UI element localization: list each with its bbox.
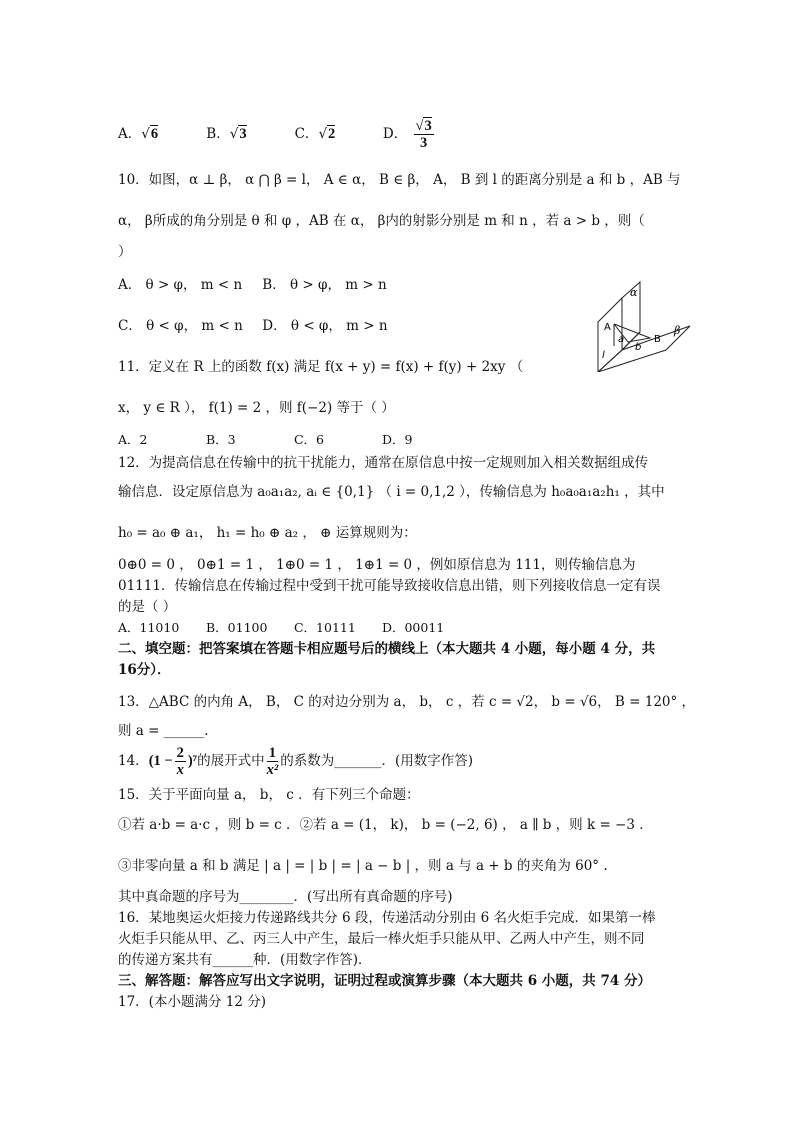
- q14-line: [118, 744, 473, 778]
- figure-label-l: l: [602, 350, 605, 361]
- q15-line-4: 其中真命题的序号为________．(写出所有真命题的序号): [118, 889, 453, 905]
- q12-line-3: h₀ = a₀ ⊕ a₁， h₁ = h₀ ⊕ a₂ ， ⊕ 运算规则为：: [118, 525, 417, 541]
- q11-line-1: 11．定义在 R 上的函数 f(x) 满足 f(x + y) = f(x) + f(y) + 2xy （: [118, 359, 524, 375]
- q10-line-2: α， β所成的角分别是 θ 和 φ ，AB 在 α， β内的射影分别是 m 和 n ，若 a > b ，则（: [118, 213, 645, 229]
- figure-label-A: A: [604, 322, 611, 333]
- q16-line-2: 火炬手只能从甲、乙、丙三人中产生，最后一棒火炬手只能从甲、乙两人中产生，则不同: [118, 931, 645, 947]
- figure-label-beta: β: [674, 324, 681, 337]
- section-3-heading: 三、解答题：解答应写出文字说明，证明过程或演算步骤（本大题共 6 小题，共 74 分）: [118, 973, 651, 989]
- q9-option-d: D． $\frac{√3}{3}$: [382, 118, 432, 151]
- q14-number: 14．: [118, 753, 149, 769]
- q11-option-c: C．6: [293, 432, 324, 447]
- q10-line-3: ）: [118, 244, 132, 260]
- section-2-heading-line-1: 二、填空题：把答案填在答题卡相应题号后的横线上（本大题共 4 小题，每小题 4 分，共: [118, 641, 656, 657]
- q12-line-1: 12．为提高信息在传输中的抗干扰能力，通常在原信息中按一定规则加入相关数据组成传: [118, 455, 649, 471]
- q16-line-3: 的传递方案共有______种．(用数字作答)．: [118, 952, 372, 968]
- q10-option-d: D． θ < φ， m > n: [262, 318, 388, 334]
- q14-fraction-1: $\frac{2}{x}$: [176, 745, 184, 778]
- q9-options: [118, 118, 467, 151]
- section-2-heading-line-2: 16分）．: [118, 662, 171, 678]
- q9-option-d-fraction: $\frac{√3}{3}$: [415, 118, 432, 151]
- q12-line-4: 0⊕0 = 0 ， 0⊕1 = 1 ， 1⊕0 = 1 ， 1⊕1 = 0 ，例如原信息为 111，则传输信息为: [118, 557, 636, 573]
- figure-label-alpha: α: [630, 286, 638, 299]
- q15-line-3: ③非零向量 a 和 b 满足 | a | = | b | = | a − b | ，则 a 与 a + b 的夹角为 60° .: [118, 858, 608, 874]
- q10-option-a: A． θ > φ， m < n: [118, 277, 243, 293]
- q12-option-b: B．01100: [205, 620, 268, 635]
- q17-line-1: 17．(本小题满分 12 分): [118, 994, 266, 1010]
- q15-line-1: 15．关于平面向量 a， b， c ．有下列三个命题：: [118, 787, 420, 803]
- q15-line-2: ①若 a·b = a·c ，则 b = c ．②若 a = (1， k)， b = (−2, 6) ， a ∥ b ，则 k = −3 ．: [118, 817, 653, 833]
- q10-line-1: 10．如图，α ⊥ β， α ⋂ β = l， A ∈ α， B ∈ β， A， B 到 l 的距离分别是 a 和 b ，AB 与: [118, 172, 681, 188]
- figure-label-b: b: [635, 342, 642, 353]
- q14-expr-close: )⁷: [187, 753, 198, 769]
- dihedral-planes-figure: [592, 280, 694, 372]
- q11-option-d: D．9: [381, 432, 413, 447]
- q12-line-6: 的是（ ）: [118, 599, 177, 615]
- q10-option-c: C． θ < φ， m < n: [118, 318, 243, 334]
- figure-label-B: B: [654, 334, 661, 345]
- q11-options: [118, 430, 466, 450]
- q16-line-1: 16．某地奥运火炬接力传递路线共分 6 段，传递活动分别由 6 名火炬手完成．如果第一棒: [118, 910, 656, 926]
- q10-options-row-1: [118, 275, 387, 295]
- q11-option-b: B．3: [205, 432, 236, 447]
- q9-option-c: C．√2: [294, 126, 336, 142]
- q10-options-row-2: [118, 316, 388, 336]
- q13-line-1: 13．△ABC 的内角 A， B， C 的对边分别为 a， b， c ，若 c = √2， b = √6， B = 120° ，: [118, 694, 696, 710]
- q14-expr-open: (1 −: [148, 753, 173, 769]
- q14-suffix: 的系数为_______．(用数字作答): [280, 753, 473, 769]
- q12-line-2: 输信息．设定原信息为 a₀a₁a₂, aᵢ ∈ {0,1} （ i = 0,1,2 ），传输信息为 h₀a₀a₁a₂h₁ ，其中: [118, 484, 665, 500]
- q11-option-a: A．2: [118, 432, 148, 447]
- q12-option-d: D．00011: [381, 620, 445, 635]
- q11-line-2: x， y ∈ R ）， f(1) = 2 ，则 f(−2) 等于（ ）: [118, 400, 395, 416]
- q14-mid-text: 的展开式中: [197, 753, 265, 769]
- figure-label-a: a: [618, 334, 625, 345]
- q10-option-b: B． θ > φ， m > n: [262, 277, 387, 293]
- q9-option-b: B．√3: [206, 126, 247, 142]
- q9-option-a: A．√6: [118, 126, 159, 142]
- q12-option-c: C．10111: [293, 620, 356, 635]
- q12-option-a: A．11010: [118, 620, 180, 635]
- q12-options: [118, 618, 466, 638]
- q14-fraction-2: $\frac{1}{\text{x²}}$: [266, 745, 279, 778]
- q13-line-2: 则 a = ______.: [118, 723, 209, 739]
- q12-line-5: 01111．传输信息在传输过程中受到干扰可能导致接收信息出错，则下列接收信息一定有误: [118, 578, 661, 594]
